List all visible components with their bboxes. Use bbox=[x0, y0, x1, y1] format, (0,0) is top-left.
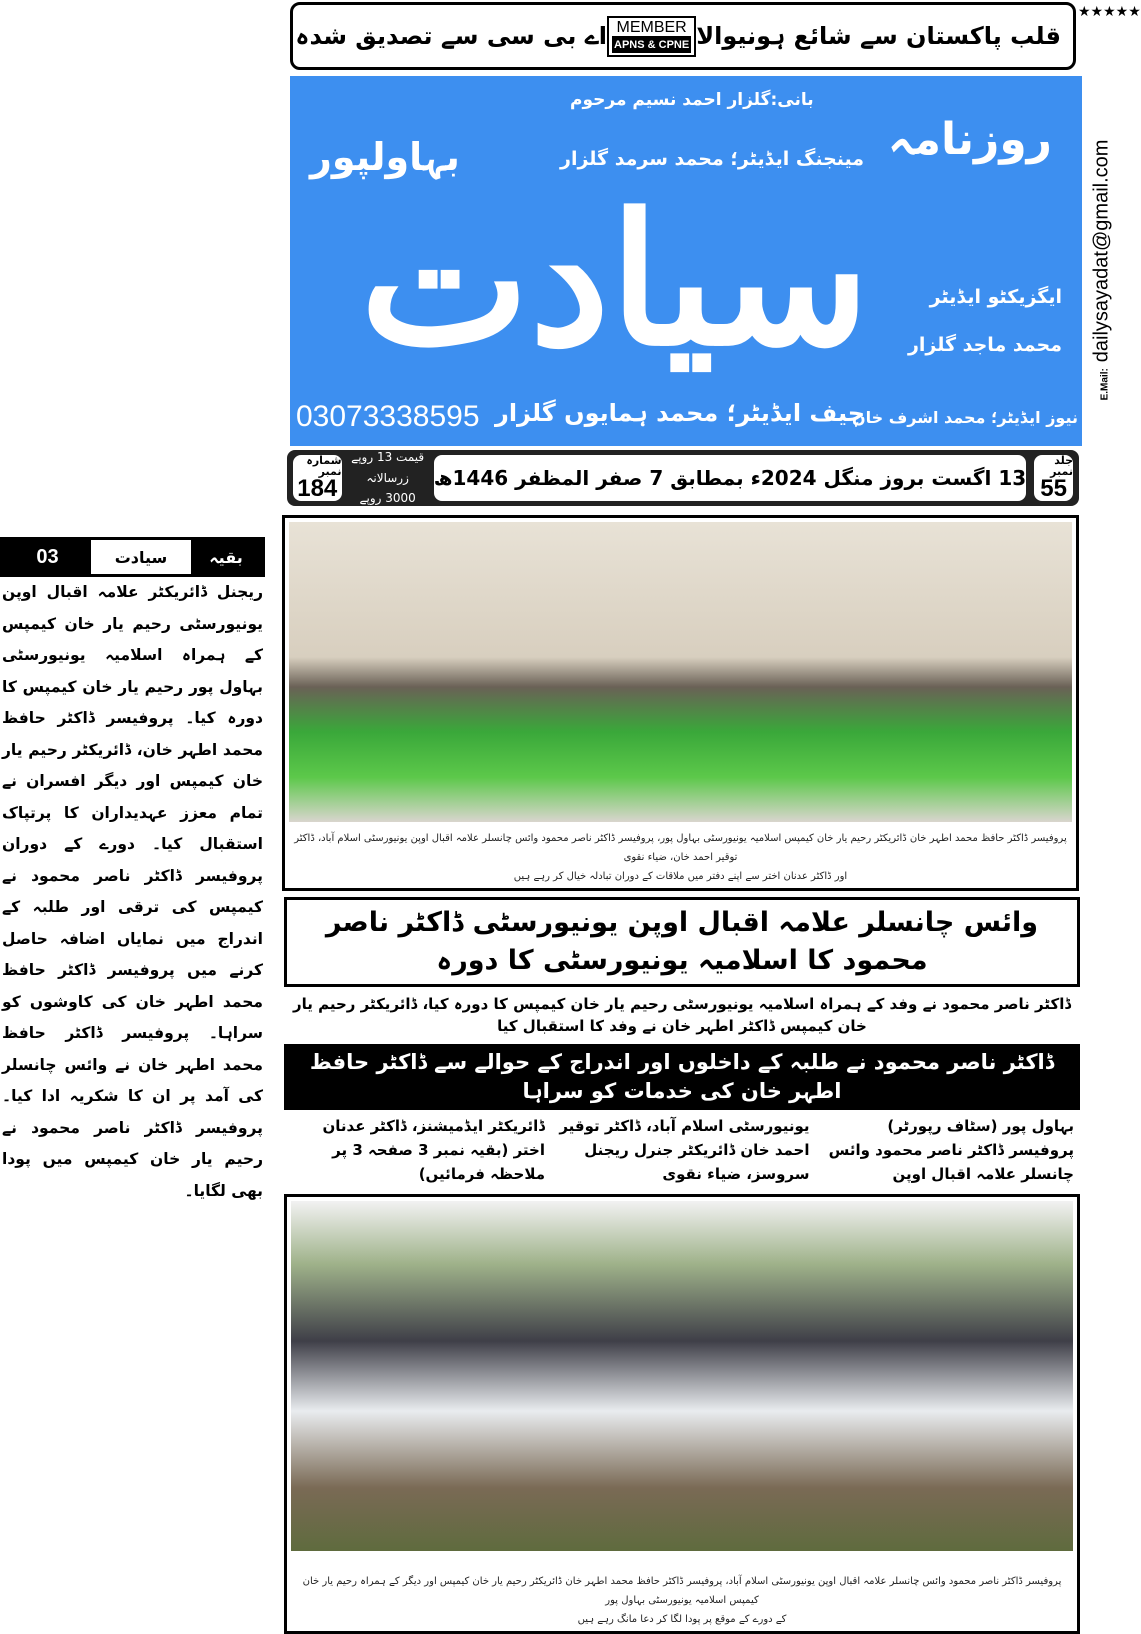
volume-label: جلد نمبر bbox=[1050, 454, 1073, 478]
side-email bbox=[1082, 90, 1122, 450]
article-column: ڈائریکٹر ایڈمیشنز، ڈاکٹر عدنان اختر (بقیہ نمبر 3 صفحہ 3 پر ملاحظہ فرمائیں) bbox=[322, 1117, 545, 1184]
issue-info-bar bbox=[287, 450, 1079, 506]
headline: وائس چانسلر علامہ اقبال اوپن یونیورسٹی ڈاکٹر ناصر محمود کا اسلامیہ یونیورسٹی کا دورہ bbox=[284, 897, 1080, 987]
member-badge bbox=[607, 16, 696, 57]
continued-label: بقیہ bbox=[209, 547, 243, 567]
chief-editor: چیف ایڈیٹر؛ محمد ہمایوں گلزار bbox=[495, 399, 866, 427]
stars-icon: ★★★★★ bbox=[1078, 4, 1141, 20]
continued-header bbox=[0, 537, 265, 577]
meeting-image bbox=[289, 522, 1072, 822]
photo-tree-planting bbox=[284, 1194, 1080, 1634]
continued-page: 03 bbox=[36, 545, 59, 568]
caption-line: پروفیسر ڈاکٹر ناصر محمود وائس چانسلر علامہ اقبال اوپن یونیورسٹی اسلام آباد، پروفیسر ڈاکٹر حافظ محمد اطہر خان ڈائریکٹر رحیم یار خان کیمپس اور دیگر کے ہمراہ رحیم یار خان کیمپس اسلامیہ یونیورسٹی بہاول پور bbox=[302, 1576, 1062, 1607]
article-flow bbox=[284, 897, 1080, 1634]
issue-date: 13 اگست بروز منگل 2024ء بمطابق 7 صفر المظفر 1446ھ bbox=[433, 466, 1027, 490]
article-columns bbox=[284, 1114, 1080, 1186]
price-info bbox=[350, 447, 426, 508]
tree-planting-image bbox=[291, 1201, 1073, 1551]
highlight-bar: ڈاکٹر ناصر محمود نے طلبہ کے داخلوں اور اندراج کے حوالے سے ڈاکٹر حافظ اطہر خان کی خدمات کو سراہا bbox=[284, 1044, 1080, 1111]
founder: بانی:گلزار احمد نسیم مرحوم bbox=[570, 90, 814, 110]
phone-number: 03073338595 bbox=[296, 400, 480, 433]
subheadline: ڈاکٹر ناصر محمود نے وفد کے ہمراہ اسلامیہ یونیورسٹی رحیم یار خان کیمپس کا دورہ کیا، ڈائریکٹر رحیم یار خان کیمپس ڈاکٹر اطہر خان نے وفد کا استقبال کیا bbox=[292, 994, 1072, 1036]
volume-number: 55 bbox=[1040, 475, 1067, 502]
annual-subscription: زرسالانہ 3000 روپے bbox=[359, 470, 416, 506]
top-banner bbox=[290, 2, 1076, 70]
continued-title: سیادت bbox=[91, 540, 191, 574]
photo-meeting bbox=[282, 515, 1079, 891]
article-column: یونیورسٹی اسلام آباد، ڈاکٹر توقیر احمد خان ڈائریکٹر جنرل ریجنل سروسز، ضیاء نقوی bbox=[559, 1117, 810, 1184]
photo1-caption bbox=[289, 829, 1072, 886]
masthead-logo: سیادت bbox=[360, 175, 870, 386]
caption-line: پروفیسر ڈاکٹر حافظ محمد اطہر خان ڈائریکٹر رحیم یار خان کیمپس اسلامیہ یونیورسٹی بہاول پور، پروفیسر ڈاکٹر ناصر محمود وائس چانسلر علامہ اقبال اوپن یونیورسٹی اسلام آباد، ڈاکٹر توقیر احمد خان، ضیاء نقوی bbox=[294, 833, 1067, 863]
caption-line: اور ڈاکٹر عدنان اختر سے اپنے دفتر میں ملاقات کے دوران تبادلہ خیال کر رہے ہیں bbox=[513, 871, 848, 882]
city: بہاولپور bbox=[310, 135, 460, 179]
issue-number: 184 bbox=[297, 475, 338, 502]
managing-editor: مینجنگ ایڈیٹر؛ محمد سرمد گلزار bbox=[560, 148, 865, 170]
email-label: E.Mail: bbox=[1099, 368, 1111, 401]
member-label: MEMBER bbox=[612, 20, 691, 38]
volume-box bbox=[1034, 455, 1073, 501]
member-orgs: APNS & CPNE bbox=[614, 38, 690, 51]
issue-box bbox=[293, 455, 342, 501]
continued-column bbox=[0, 537, 265, 1207]
banner-left-text: قلب پاکستان سے شائع ہونیوالا bbox=[696, 22, 1061, 50]
news-editor: نیوز ایڈیٹر؛ محمد اشرف خان bbox=[851, 408, 1078, 427]
photo2-caption bbox=[291, 1572, 1073, 1629]
caption-line: کے دورے کے موقع پر پودا لگا کر دعا مانگ رہے ہیں bbox=[577, 1614, 787, 1626]
price: قیمت 13 روپے bbox=[351, 450, 425, 465]
article-column: بہاول پور (سٹاف رپورٹر) پروفیسر ڈاکٹر ناصر محمود وائس چانسلر علامہ اقبال اوپن bbox=[828, 1117, 1074, 1184]
date-box bbox=[434, 455, 1026, 501]
email-address: dailysayadat@gmail.com bbox=[1090, 139, 1113, 363]
banner-right-text: اے بی سی سے تصدیق شدہ bbox=[295, 22, 608, 50]
issue-label: شمارہ نمبر bbox=[306, 454, 342, 478]
roznama: روزنامہ bbox=[887, 114, 1052, 165]
continued-body: ریجنل ڈائریکٹر علامہ اقبال اوپن یونیورسٹی رحیم یار خان کیمپس کے ہمراہ اسلامیہ یونیورسٹی بہاول پور رحیم یار خان کیمپس کا دورہ کیا۔ پروفیسر ڈاکٹر حافظ محمد اطہر خان، ڈائریکٹر رحیم یار خان کیمپس اور دیگر افسران نے تمام معزز عہدیداران کا پرتپاک استقبال کیا۔ دورے کے دوران پروفیسر ڈاکٹر ناصر محمود نے کیمپس کی ترقی اور طلبہ کے اندراج میں نمایاں اضافہ حاصل کرنے میں پروفیسر ڈاکٹر حافظ محمد اطہر خان کی کاوشوں کو سراہا۔ پروفیسر ڈاکٹر حافظ محمد اطہر خان نے وائس چانسلر کی آمد پر ان کا شکریہ ادا کیا۔ پروفیسر ڈاکٹر ناصر محمود نے رحیم یار خان کیمپس میں پودا بھی لگایا۔ bbox=[2, 583, 263, 1200]
executive-editor-name: محمد ماجد گلزار bbox=[907, 334, 1062, 356]
executive-editor-title: ایگزیکٹو ایڈیٹر bbox=[929, 286, 1062, 308]
masthead bbox=[290, 76, 1082, 446]
